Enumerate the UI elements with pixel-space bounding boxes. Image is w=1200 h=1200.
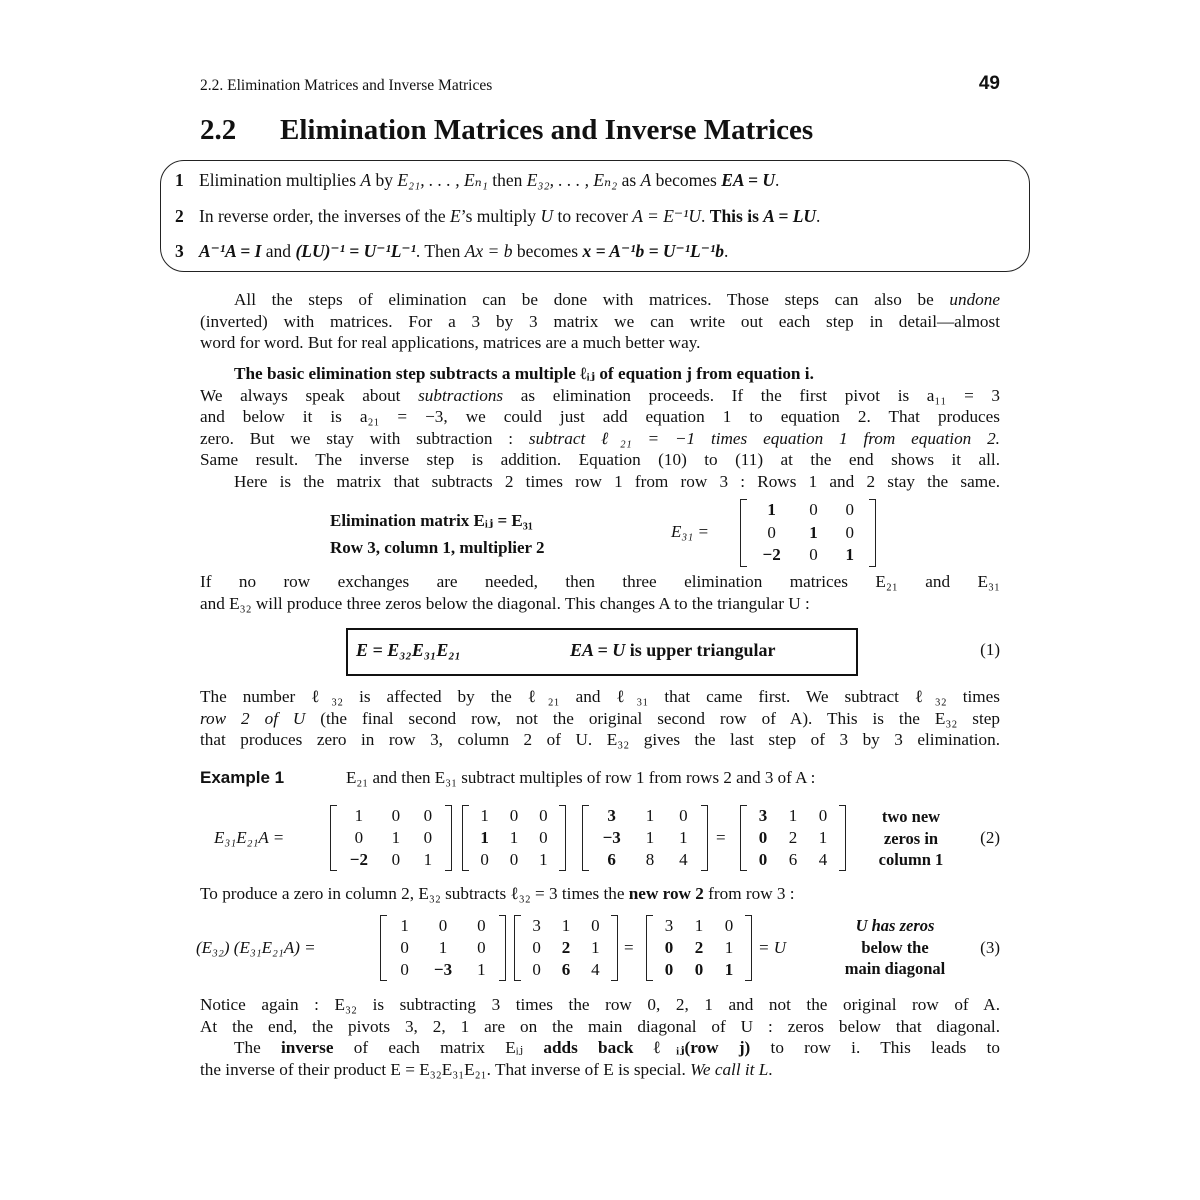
- paragraph-5: To produce a zero in column 2, E₃₂ subtracts ℓ₃₂ = 3 times the new row 2 from row 3 :: [200, 884, 795, 903]
- matrix-cell: 1: [539, 850, 548, 869]
- e31-lhs: E₃₁ =: [671, 522, 709, 541]
- matrix-cell: 1: [423, 850, 433, 869]
- paragraph-6: Notice again : E₃₂ is subtracting 3 times the row 0, 2, 1 and not the original row of A. At the end, the pivots 3, 2, 1 are on the main diagonal of U : zeros below that diagonal. The inverse of each matrix Eᵢⱼ adds back ℓᵢⱼ(row j) to row i. This leads to the inverse of their product E = E₃₂E₃₁E₂₁. That inverse of E is special. We call it L.: [200, 995, 1000, 1079]
- matrix-cell: 0: [477, 916, 486, 935]
- section-number: 2.2: [200, 114, 237, 146]
- matrix-cell: 0: [758, 850, 768, 869]
- matrix-cell: 1: [767, 500, 776, 519]
- matrix-e31: [740, 499, 876, 567]
- matrix-cell: 0: [400, 960, 409, 979]
- eq2-matrix-4: [740, 805, 846, 871]
- eq3-side-note: U has zeros below the main diagonal: [844, 916, 946, 978]
- eq2-equals: =: [716, 828, 726, 847]
- eq3-matrix-1: [380, 915, 506, 981]
- matrix-cell: 1: [788, 806, 798, 825]
- matrix-cell: 1: [480, 828, 489, 847]
- matrix-cell: 2: [788, 828, 798, 847]
- matrix-cell: 0: [438, 916, 448, 935]
- matrix-cell: 1: [679, 828, 688, 847]
- matrix-cell: 1: [477, 960, 486, 979]
- matrix-cell: 0: [818, 806, 828, 825]
- matrix-cell: 1: [354, 806, 364, 825]
- matrix-cell: 3: [758, 806, 768, 825]
- matrix-cell: 6: [607, 850, 616, 869]
- matrix-cell: 0: [679, 806, 688, 825]
- matrix-cell: 0: [354, 828, 364, 847]
- matrix-cell: 4: [679, 850, 688, 869]
- matrix-cell: 4: [818, 850, 828, 869]
- matrix-cell: 3: [664, 916, 674, 935]
- matrix-cell: 0: [809, 500, 818, 519]
- matrix-cell: −2: [349, 850, 368, 869]
- section-title: [200, 114, 813, 147]
- matrix-cell: 6: [788, 850, 798, 869]
- matrix-cell: 1: [694, 916, 704, 935]
- summary-item-3: 3 A⁻¹A = I and (LU)⁻¹ = U⁻¹L⁻¹. Then Ax = b becomes x = A⁻¹b = U⁻¹L⁻¹b.: [175, 241, 729, 261]
- matrix-cell: 0: [477, 938, 486, 957]
- summary-item-2: 2 In reverse order, the inverses of the E’s multiply U to recover A = E⁻¹U. This is A = LU.: [175, 206, 821, 226]
- matrix-cell: 1: [391, 828, 401, 847]
- eq2-matrix-3: [582, 805, 708, 871]
- equation-2-number: (2): [980, 828, 1000, 847]
- eq3-matrix-3: [646, 915, 752, 981]
- eq2-side-note: two new zeros in column 1: [878, 807, 944, 869]
- matrix-cell: 0: [509, 850, 519, 869]
- matrix-cell: 3: [607, 806, 616, 825]
- matrix-cell: 0: [767, 522, 776, 542]
- matrix-cell: 1: [591, 938, 600, 957]
- matrix-cell: 1: [480, 806, 489, 825]
- matrix-cell: 0: [400, 938, 409, 957]
- matrix-cell: 0: [758, 828, 768, 847]
- matrix-cell: 1: [724, 938, 734, 957]
- paragraph-2: The basic elimination step subtracts a multiple ℓᵢⱼ of equation j from equation i. We always speak about subtractions as elimination proceeds. If the first pivot is a₁₁ = 3 and below it is a₂₁ = −3, we could just add equation 1 to equation 2. That produces zero. But we stay with subtraction : subtract ℓ₂₁ = −1 times equation 1 from equation 2. Same result. The inverse step is addition. Equation (10) to (11) at the end shows it all. Here is the matrix that subtracts 2 times row 1 from row 3 : Rows 1 and 2 stay the same.: [200, 364, 1000, 491]
- matrix-cell: 1: [645, 828, 655, 847]
- matrix-cell: 6: [561, 960, 571, 979]
- eq3-equals: =: [624, 938, 634, 957]
- section-title-text: Elimination Matrices and Inverse Matrices: [280, 114, 814, 146]
- matrix-cell: 0: [694, 960, 704, 979]
- matrix-cell: 0: [591, 916, 600, 935]
- example-1: Example 1 E₂₁ and then E₃₁ subtract multiples of row 1 from rows 2 and 3 of A :: [200, 768, 816, 787]
- eq3-lhs: (E₃₂) (E₃₁E₂₁A) =: [196, 938, 316, 957]
- matrix-cell: 1: [561, 916, 571, 935]
- matrix-cell: 0: [664, 960, 674, 979]
- eq3-rhs: = U: [758, 938, 786, 957]
- equation-3-number: (3): [980, 938, 1000, 957]
- matrix-cell: 0: [509, 806, 519, 825]
- equation-1-number: (1): [980, 640, 1000, 659]
- matrix-cell: 1: [400, 916, 409, 935]
- matrix-cell: 0: [391, 850, 401, 869]
- matrix-cell: 0: [664, 938, 674, 957]
- matrix-cell: 1: [809, 522, 818, 542]
- matrix-cell: −3: [433, 960, 453, 979]
- matrix-cell: 0: [724, 916, 734, 935]
- matrix-cell: 1: [724, 960, 734, 979]
- matrix-cell: 1: [845, 545, 855, 565]
- matrix-cell: 2: [694, 938, 704, 957]
- matrix-cell: 0: [845, 522, 855, 542]
- matrix-cell: 0: [845, 500, 855, 519]
- matrix-cell: 1: [438, 938, 448, 957]
- matrix-cell: 1: [818, 828, 828, 847]
- eq2-lhs: E₃₁E₂₁A =: [214, 828, 285, 847]
- running-header: [200, 73, 1000, 95]
- matrix-cell: 0: [423, 828, 433, 847]
- matrix-cell: 1: [509, 828, 519, 847]
- e31-caption: Elimination matrix Eᵢⱼ = E₃₁ Row 3, column 1, multiplier 2: [330, 511, 545, 557]
- paragraph-1: All the steps of elimination can be done with matrices. Those steps can also be undone (inverted) with matrices. For a 3 by 3 matrix we can write out each step in detail—almost word for word. But for real applications, matrices are a much better way.: [200, 290, 1000, 353]
- matrix-cell: 0: [391, 806, 401, 825]
- matrix-cell: 0: [532, 938, 541, 957]
- summary-box: [160, 160, 1030, 272]
- page-number: 49: [978, 73, 1000, 94]
- matrix-cell: 2: [561, 938, 571, 957]
- equation-1-box: E = E₃₂E₃₁E₂₁ EA = U is upper triangular: [346, 628, 858, 676]
- matrix-cell: 0: [539, 828, 548, 847]
- matrix-cell: −2: [762, 545, 781, 565]
- matrix-cell: 4: [591, 960, 600, 979]
- summary-item-1: 1 Elimination multiplies A by E₂₁, . . . , Eₙ₁ then E₃₂, . . . , Eₙ₂ as A becomes EA = U.: [175, 170, 780, 190]
- matrix-cell: 0: [423, 806, 433, 825]
- matrix-cell: 3: [532, 916, 541, 935]
- matrix-cell: 1: [645, 806, 655, 825]
- matrix-cell: 0: [532, 960, 541, 979]
- matrix-cell: 0: [809, 545, 818, 565]
- matrix-cell: −3: [602, 828, 621, 847]
- matrix-cell: 0: [480, 850, 489, 869]
- matrix-cell: 8: [645, 850, 655, 869]
- running-title: 2.2. Elimination Matrices and Inverse Matrices: [200, 77, 493, 94]
- eq2-matrix-2: [462, 805, 566, 871]
- matrix-cell: 0: [539, 806, 548, 825]
- eq2-matrix-1: [330, 805, 452, 871]
- paragraph-3: If no row exchanges are needed, then three elimination matrices E₂₁ and E₃₁ and E₃₂ will produce three zeros below the diagonal. This changes A to the triangular U :: [200, 572, 1000, 613]
- eq3-matrix-2: [514, 915, 618, 981]
- paragraph-4: The number ℓ₃₂ is affected by the ℓ₂₁ and ℓ₃₁ that came first. We subtract ℓ₃₂ times row 2 of U (the final second row, not the original second row of A). This is the E₃₂ step that produces zero in row 3, column 2 of U. E₃₂ gives the last step of 3 by 3 elimination.: [200, 687, 1000, 750]
